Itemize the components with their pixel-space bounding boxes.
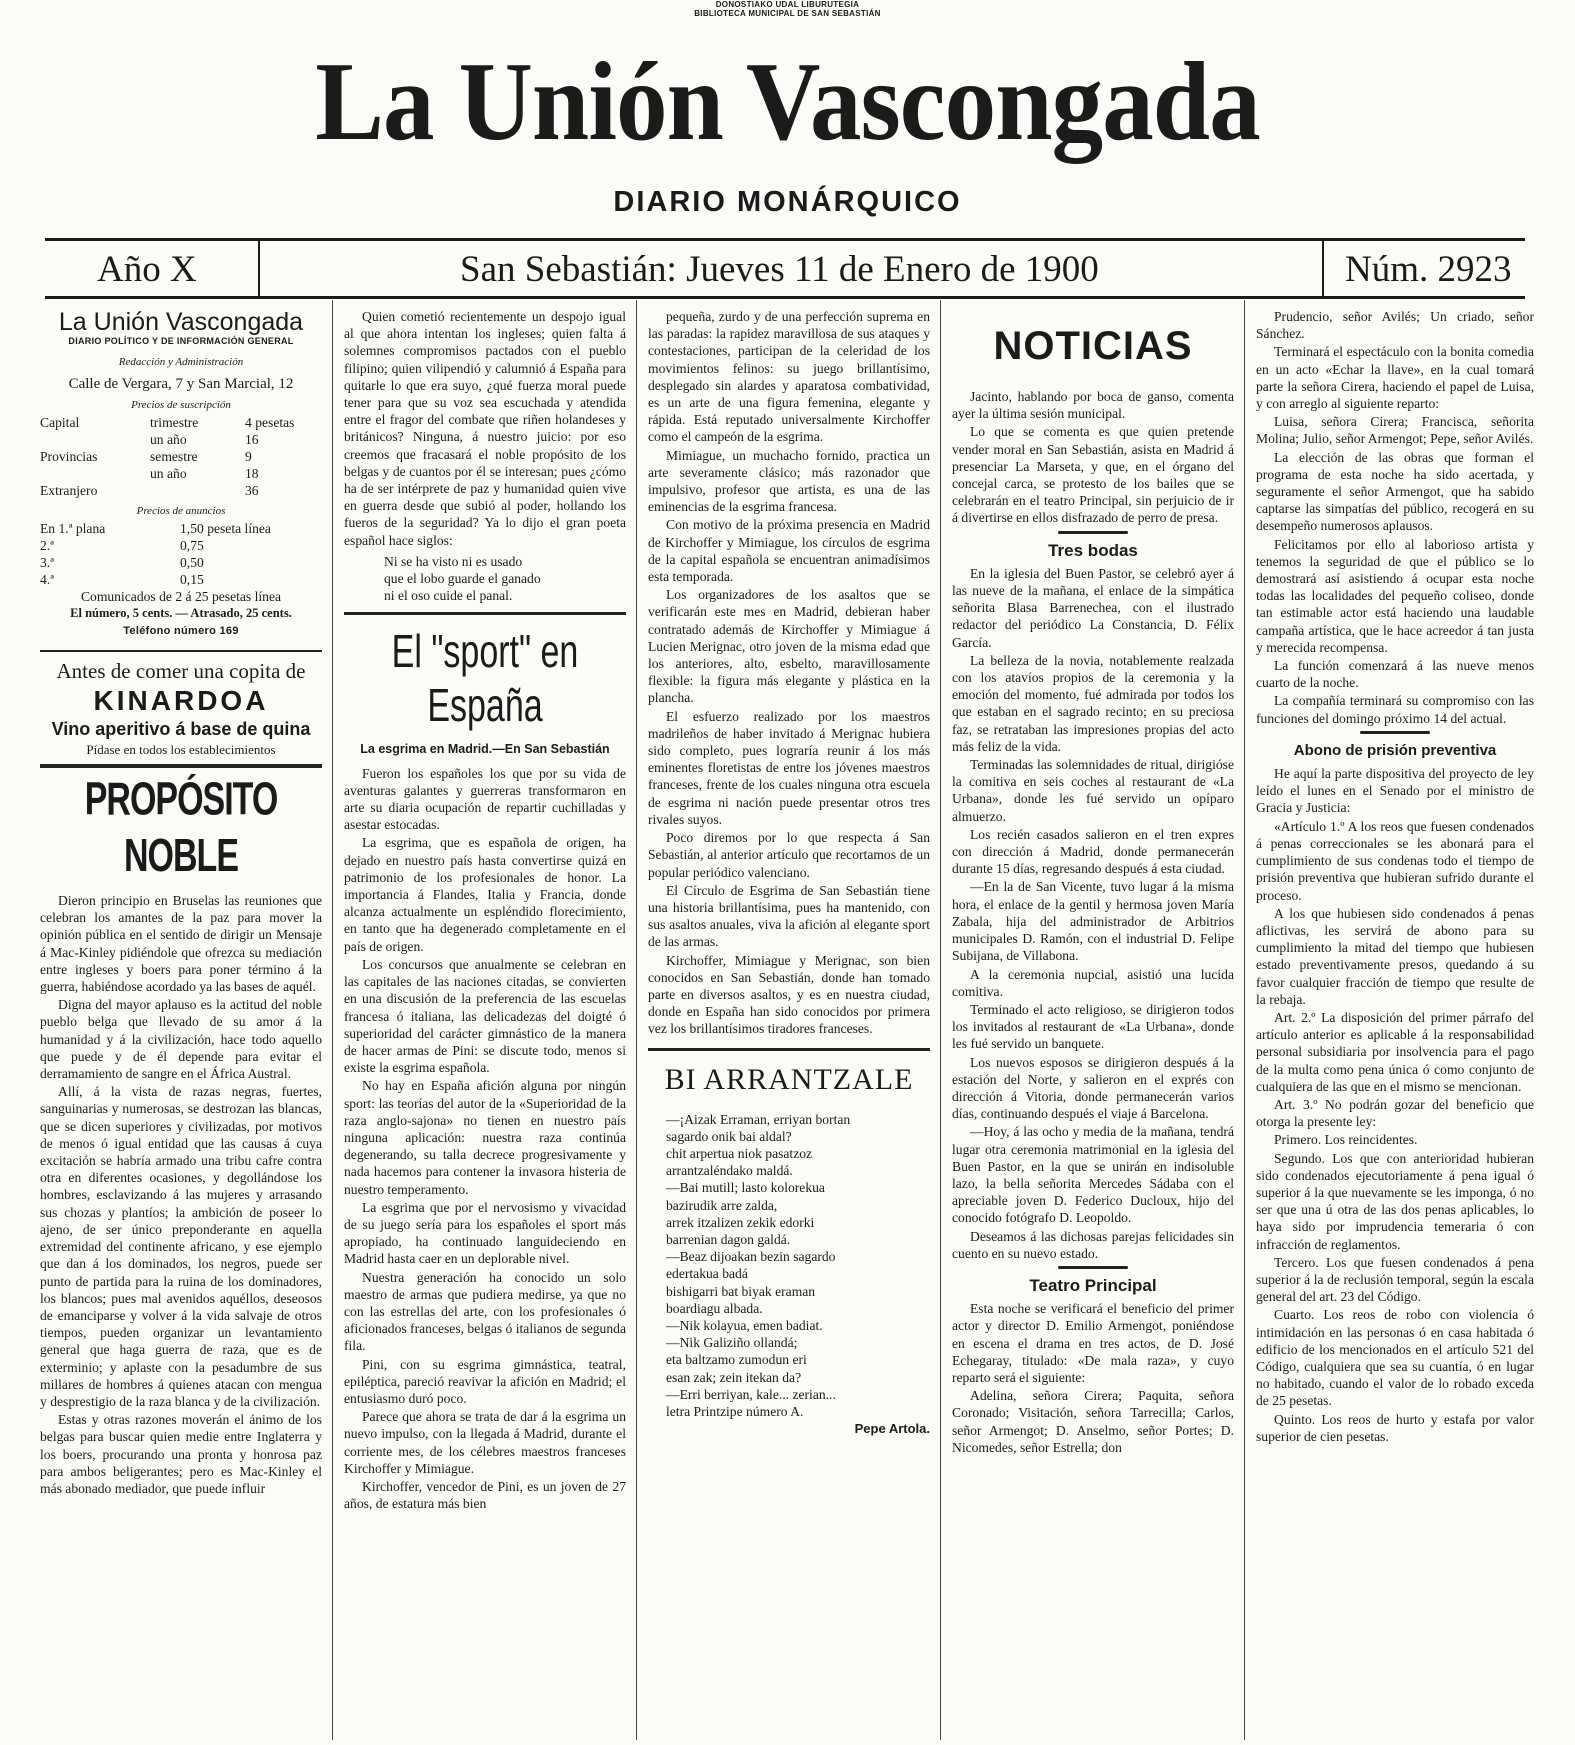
article-proposito-continued	[344, 308, 626, 549]
news-intro	[952, 388, 1234, 527]
headline-noticias: NOTICIAS	[993, 324, 1193, 368]
headline-proposito-noble: PROPÓSITO NOBLE	[84, 774, 278, 883]
article-proposito-noble	[40, 892, 322, 1497]
poem-line: —Bai mutill; lasto kolorekua	[666, 1180, 825, 1196]
article-paragraph: Terminado el acto religioso, se dirigieron todos los invitados al restaurant de «La Urbana», donde les fué servido un banquete.	[952, 1001, 1234, 1052]
subscription-term	[150, 482, 245, 499]
top-rule	[45, 238, 1525, 241]
article-paragraph: Quien cometió recientemente un despojo igual al que ahora intentan los ingleses; quien falta á solemnes compromisos pactados con el pueblo filipino; quien vilipendió y calumnió á España para quitarle lo que era suyo, ¿qué fuerza moral puede tener para que su voz sea escuchada y atendida entre el fragor del combate que riñen holandeses y británicos? Ninguna, á nuestro juicio: por eso creemos que fracasará el noble propósito de los belgas y de cuantos por él se interesan; pues ¿cómo ha de ser intérprete de paz y humanidad quien vive en guerra desde que subió al poder, hollando los fueros de la seguridad? Ya lo dijo el gran poeta español hace siglos:	[344, 309, 626, 548]
poem-signature: Pepe Artola.	[854, 1421, 930, 1437]
info-box-title: La Unión Vascongada	[58, 308, 304, 336]
telephone: Teléfono número 169	[123, 624, 239, 637]
poem-line: chit arpertua niok pasatzoz	[666, 1145, 813, 1161]
poem-bi-arrantzale	[648, 1111, 930, 1421]
subscription-price: 18	[245, 466, 259, 482]
ad-rate-price: 0,15	[180, 572, 204, 588]
subscription-place	[40, 465, 150, 482]
article-paragraph: Cuarto. Los reos de robo con violencia ó intimidación en las personas ó en casa habitada ó edificio de los mencionados en el artículo 521 del Código, cualquiera que sea su cuantía, ó en lugar no habitado, cuando el valor de lo robado exceda de 25 pesetas.	[1256, 1307, 1534, 1409]
subscription-row	[40, 431, 322, 448]
bottom-rule	[45, 296, 1525, 299]
article-paragraph: Segundo. Los que con anterioridad hubieran sido condenados ejecutoriamente á pena igual ó superior á la que nuevamente se les imponga, ó no ser que una ú otra de las dos penas aplicables, lo haya sido por imprudencia temeraria ó con infracción de reglamentos.	[1256, 1150, 1534, 1252]
dateline	[45, 246, 1525, 294]
article-sport-continued	[648, 308, 930, 1038]
divider	[40, 650, 322, 652]
article-paragraph: Deseamos á las dichosas parejas felicidades sin cuento en su nuevo estado.	[952, 1228, 1234, 1261]
headline-bi-arrantzale: BI ARRANTZALE	[664, 1062, 914, 1096]
article-paragraph: El Círculo de Esgrima de San Sebastián tiene una historia brillantísima, pues ha mantenido, con sus asaltos anuales, viva la afición al elegante sport de las armas.	[648, 882, 930, 950]
ads-table	[40, 520, 322, 588]
ad-rate-row	[40, 571, 322, 588]
issue-date: San Sebastián: Jueves 11 de Enero de 1900	[460, 249, 1099, 290]
column-rule-1	[332, 300, 333, 1740]
article-tres-bodas	[952, 565, 1234, 1262]
article-paragraph: Adelina, señora Cirera; Paquita, señora Coronado; Visitación, señora Tarrecilla; Carlos, señor Armengot; D. Anselmo, señor Portes; D. Nicomedes, señor Estrella; don	[952, 1388, 1234, 1455]
subscription-table	[40, 414, 322, 499]
ad-line3: Pídase en todos los establecimientos	[86, 741, 276, 757]
poem-line: eta baltzamo zumodun eri	[666, 1352, 807, 1368]
poem-line: sagardo onik bai aldal?	[666, 1128, 792, 1144]
article-paragraph: Art. 3.º No podrán gozar del beneficio que otorga la presente ley:	[1256, 1096, 1534, 1130]
article-paragraph: —Hoy, á las ocho y media de la mañana, tendrá lugar otra ceremonia matrimonial en la iglesia del Buen Pastor, en la que se unirán en indisoluble lazo, la bella señorita Mercedes Sádaba con el apreciable joven D. Federico Ducloux, hijo del conocido fotógrafo D. Leopoldo.	[952, 1124, 1234, 1226]
year-label: Año X	[97, 249, 197, 290]
article-paragraph: Con motivo de la próxima presencia en Madrid de Kirchoffer y Mimiague, los círculos de esgrima de la capital española se encuentran animadísimos esta temporada.	[648, 517, 930, 585]
info-box	[40, 308, 322, 640]
ad-rate-page: 3.ª	[40, 555, 54, 571]
subhead-esgrima: La esgrima en Madrid.—En San Sebastián	[360, 742, 610, 757]
article-paragraph: El esfuerzo realizado por los maestros madrileños de haber invitado á Merignac hubiera sido completo, pues lograría reunir á los más eminentes floretistas de entre los jóvenes maestros franceses, frente de los cuales ninguna otra escuela de esgrima ni nación puede presentar otros tres rivales suyos.	[648, 708, 930, 827]
article-paragraph: Felicitamos por ello al laborioso artista y tenemos la seguridad de que el público se lo demostrará así asistiendo á ocupar esta noche todas las localidades del pequeño coliseo, donde tan estimable actor está haciendo una laudable campaña artística, que le hace acreedor á tan justa y merecida recompensa.	[1256, 536, 1534, 655]
subscription-place	[40, 431, 150, 448]
column-4	[952, 308, 1234, 1738]
verse-quote	[344, 553, 626, 605]
article-paragraph: Tercero. Los que fuesen condenados á pena superior á la de reclusión temporal, según la escala general del art. 23 del Código.	[1256, 1254, 1534, 1305]
article-paragraph: Los organizadores de los asaltos que se verificarán este mes en Madrid, debieran haber contratado además de Kirchoffer y Mimiague á Lucien Merignac, otro joven de la misma edad que los anteriores, alto, esbelto, maravillosamente flexible: la figura más elegante y plástica en la plancha.	[648, 587, 930, 706]
verse-line: que el lobo guarde el ganado	[384, 571, 541, 587]
library-stamp-line1: DONOSTIAKO UDAL LIBURUTEGIA	[715, 0, 860, 9]
article-paragraph: Estas y otras razones moverán el ánimo de los belgas para buscar quien medie entre Inglaterra y los boers, procurando una pronta y honrosa paz para ambos beligerantes; pero es Mac-Kinley el más abonado mediador, que puede influir	[40, 1412, 322, 1496]
article-paragraph: —En la de San Vicente, tuvo lugar á la misma hora, el enlace de la gentil y hermosa joven María Zabala, hija del administrador de Arbitrios municipales D. Ramón, con el industrial D. Felipe Subijana, de Villabona.	[952, 879, 1234, 964]
article-paragraph: La belleza de la novia, notablemente realzada con los atavíos propios de la ceremonia y la emoción del momento, fué admirada por todos los que estaban en el sagrado recinto; en su preciosa faz, se retrataban las impresiones propias del acto más feliz de la vida.	[952, 652, 1234, 754]
verse-line: Ni se ha visto ni es usado	[384, 553, 523, 569]
article-paragraph: Quinto. Los reos de hurto y estafa por valor superior de cien pesetas.	[1256, 1411, 1534, 1444]
library-stamp-line2: BIBLIOTECA MUNICIPAL DE SAN SEBASTIÁN	[694, 9, 881, 18]
poem-line: boardiagu albada.	[666, 1300, 763, 1316]
poem-line: —Erri berriyan, kale... zerian...	[666, 1386, 836, 1402]
article-paragraph: Parece que ahora se trata de dar á la esgrima un nuevo impulso, con la llegada á Madrid, durante el corriente mes, de los célebres maestros franceses Kirchoffer y Mimiague.	[344, 1409, 626, 1476]
subscription-term: un año	[150, 466, 187, 482]
poem-line: arrantzaléndako maldá.	[666, 1163, 793, 1179]
divider	[1058, 1266, 1128, 1269]
article-paragraph: Pini, con su esgrima gimnástica, teatral, epiléptica, pareció reavivar la afición en Madrid; el entusiasmo duró poco.	[344, 1356, 626, 1406]
subscription-term: un año	[150, 432, 187, 448]
article-paragraph: No hay en España afición alguna por ningún sport: las teorías del autor de la «Superioridad de la raza anglo-sajona» no tienen en nuestro país ninguna aplicación: nuestra raza continúa degenerando, su talla decrece progresivamente y nada hacemos para contener la invasora histeria de nuestro temperamento.	[344, 1078, 626, 1197]
article-paragraph: La función comenzará á las nueve menos cuarto de la noche.	[1256, 658, 1534, 691]
article-paragraph: Los nuevos esposos se dirigieron después á la estación del Norte, y salieron en el exprés con dirección á Vitoria, donde permanecerán varios días, continuando después el viaje á Barcelona.	[952, 1054, 1234, 1122]
section-tres-bodas: Tres bodas	[1048, 540, 1138, 560]
article-paragraph: Los concursos que anualmente se celebran en las capitales de las naciones citadas, se convierten en una discusión de la preferencia de las escuelas francesa ó italiana, las delicadezas del doigté ó superioridad del carácter gimnástico de la manera de hacer armas de Pini: se discute todo, menos si existe la esgrima española.	[344, 956, 626, 1076]
ad-rate-price: 0,50	[180, 555, 204, 571]
article-sport-espana	[344, 765, 626, 1513]
article-paragraph: Kirchoffer, vencedor de Pini, es un joven de 27 años, de estatura más bien	[344, 1478, 626, 1512]
divider	[1360, 731, 1430, 734]
article-paragraph: Terminará el espectáculo con la bonita comedia en un acto «Echar la llave», en la cual tomará parte la señora Cirera, haciendo el papel de Luisa, y con arreglo al siguiente reparto:	[1256, 344, 1534, 412]
article-paragraph: Prudencio, señor Avilés; Un criado, señor Sánchez.	[1256, 309, 1534, 342]
subscription-price: 16	[245, 432, 259, 448]
article-paragraph: Kirchoffer, Mimiague y Merignac, son bien conocidos en San Sebastián, donde han tomado parte en diversos asaltos, y es en nuestra ciudad, donde en España han sido conocidos por primera vez los brillantísimos tiradores franceses.	[648, 952, 930, 1037]
article-paragraph: Allí, á la vista de razas negras, fuertes, sanguinarias y numerosas, se destrozan las blancas, que se dicen superiores y civilizadas, por motivos de menos ó igual entidad que las causas á cuya excitación se habría armado una tribu cafre contra otra en diferentes ocasiones, y degollándose los hombres, esclavizando á las mujeres y arrasando sus chozas y plantíos; la ambición de poseer lo ajeno, de ser único preponderante en aquella extremidad del continente africano, y ese ejemplo que dan á los dominados, los negros, puede ser punto de partida para la ruina de los dominadores, los blancos; pues mal avenidos aquéllos, deseosos de emanciparse y volver á la vida salvaje de otros tiempos, pueden organizar un levantamiento general que haga guerra de raza, que es de exterminio; y aplaste con la pesadumbre de sus millares de hombres á quienes atacan con mengua y desprestigio de la raza blanca y de la civilización.	[40, 1084, 322, 1409]
subscription-row	[40, 465, 322, 482]
article-paragraph: Fueron los españoles los que por su vida de aventuras galantes y guerreras transformaron en arte su diaria ocupación de repartir cuchilladas y asestar estocadas.	[344, 765, 626, 833]
poem-line: —Nik Galiziño ollandá;	[666, 1335, 798, 1351]
column-2	[344, 308, 626, 1738]
ad-rate-price: 1,50 peseta línea	[180, 521, 271, 537]
divider	[1058, 531, 1128, 534]
article-paragraph: Terminadas las solemnidades de ritual, dirigióse la comitiva en seis coches al restaurant de «La Urbana», donde les fué servido un opíparo almuerzo.	[952, 757, 1234, 824]
article-paragraph: Digna del mayor aplauso es la actitud del noble pueblo belga que llevado de su amor á la humanidad y á la civilización, hace todo aquello que puede y de él depende para evitar el derramamiento de sangre en el África Austral.	[40, 997, 322, 1082]
headline-sport-espana: El "sport" en España	[391, 626, 579, 733]
section-teatro-principal: Teatro Principal	[1029, 1275, 1157, 1295]
article-paragraph: La compañía terminará su compromiso con las funciones del domingo próximo 14 del actual.	[1256, 693, 1534, 726]
poem-line: barrenian dagon galdá.	[666, 1231, 791, 1247]
column-rule-4	[1244, 300, 1245, 1740]
ad-rate-page: 4.ª	[40, 572, 54, 588]
library-stamp	[0, 0, 1575, 18]
kinardoa-ad	[40, 658, 322, 758]
article-paragraph: La elección de las obras que forman el programa de esta noche ha sido acertada, y seguramente el señor Armengot, que ha sabido captarse las simpatías del público, recogerá en su desempeño numerosos aplausos.	[1256, 449, 1534, 534]
ad-rate-row	[40, 520, 322, 537]
article-paragraph: pequeña, zurdo y de una perfección suprema en las paradas: la rapidez maravillosa de sus ataques y contestaciones, participan de la celeridad de los movimientos felinos: su juego brillantísimo, desplegado sin alardes y aparatosa combatividad, es un arte de una figura femenina, elegante y rápida. Está reputado universalmente Kirchoffer como el campeón de la esgrima.	[648, 309, 930, 445]
poem-line: arrek itzalizen zekik edorki	[666, 1214, 815, 1230]
ad-rate-price: 0,75	[180, 538, 204, 554]
article-paragraph: La esgrima que por el nervosismo y vivacidad de su juego sería para los españoles el sport más apropiado, ha continuado languideciendo en Madrid hasta caer en un deplorable nivel.	[344, 1199, 626, 1267]
article-paragraph: Mimiague, un muchacho fornido, practica un arte severamente clásico; más razonador que impulsivo, profesor que artista, es una de las eminencias de la esgrima francesa.	[648, 447, 930, 515]
article-teatro-principal	[952, 1300, 1234, 1456]
subscription-price: 9	[245, 449, 252, 465]
column-rule-2	[636, 300, 637, 1740]
article-paragraph: «Artículo 1.º A los reos que fuesen condenados á penas correccionales se les abonará para el cumplimiento de sus condenas todo el tiempo de prisión preventiva que hubieran sufrido durante el proceso.	[1256, 818, 1534, 903]
column-1	[40, 308, 322, 1738]
verse-line: ni el oso cuide el panal.	[384, 588, 513, 604]
subscription-row	[40, 448, 322, 465]
issue-number: Núm. 2923	[1345, 249, 1512, 290]
ad-line1: Antes de comer una copita de	[56, 658, 306, 683]
ad-rate-row	[40, 554, 322, 571]
article-paragraph: Luisa, señora Cirera; Francisca, señorita Molina; Julio, señor Armengot; Pepe, señor Avilés.	[1256, 414, 1534, 447]
poem-line: —Beaz dijoakan bezin sagardo	[666, 1249, 836, 1265]
article-paragraph: La esgrima, que es española de origen, ha dejado en nuestro país hasta convertirse quizá en patrimonio de los profesionales de honor. La importancia á Flandes, Italia y Francia, donde alcanza actualmente un espléndido florecimiento, en tanto que ha degenerado completamente en el país de origen.	[344, 835, 626, 954]
subscription-row	[40, 414, 322, 431]
article-paragraph: Jacinto, hablando por boca de ganso, comenta ayer la última sesión municipal.	[952, 389, 1234, 422]
article-paragraph: Los recién casados salieron en el tren expres con dirección á Madrid, donde permanecerán durante 15 días, regresando después á esta ciudad.	[952, 826, 1234, 877]
poem-line: —¡Aizak Erraman, erriyan bortan	[666, 1111, 851, 1127]
ad-brand: KINARDOA	[93, 684, 269, 716]
article-paragraph: Dieron principio en Bruselas las reuniones que celebran los amantes de la paz para mover la opinión pública en el sentido de dirigir un Mensaje á Mac-Kinley pidiéndole que ofrezca su mediación entre ingleses y boers para poner término á la guerra, habiéndose acordado ya las bases de aquél.	[40, 893, 322, 995]
ad-rate-page: 2.ª	[40, 538, 54, 554]
divider	[648, 1048, 930, 1051]
subscription-term: semestre	[150, 449, 198, 465]
article-paragraph: He aquí la parte dispositiva del proyecto de ley leído el lunes en el Senado por el ministro de Gracia y Justicia:	[1256, 766, 1534, 816]
office-address: Calle de Vergara, 7 y San Marcial, 12	[68, 375, 294, 392]
article-paragraph: A los que hubiesen sido condenados á penas aflictivas, les servirá de abono para su cumplimiento la mitad del tiempo que hubiesen estado preventivamente presos, quedando á su favor cualquier fracción de tiempo que resulte de la rebaja.	[1256, 905, 1534, 1007]
poem-line: edertakua badá	[666, 1266, 748, 1282]
subscription-place: Provincias	[40, 449, 98, 465]
poem-line: esan zak; zein itekan da?	[666, 1369, 802, 1385]
office-label: Redacción y Administración	[118, 356, 244, 369]
subscription-place: Capital	[40, 415, 80, 431]
info-box-tagline: DIARIO POLÍTICO Y DE INFORMACIÓN GENERAL	[68, 336, 294, 347]
article-paragraph: Primero. Los reincidentes.	[1274, 1132, 1418, 1148]
article-paragraph: Poco diremos por lo que respecta á San Sebastián, al anterior artículo que recortamos de un popular periódico valenciano.	[648, 830, 930, 880]
ad-rate-page: En 1.ª plana	[40, 521, 106, 537]
article-paragraph: Esta noche se verificará el beneficio del primer actor y director D. Emilio Armengot, poniéndose en escena el drama en tres actos, de D. José Echegaray, titulado: «De mala raza», y cuyo reparto será el siguiente:	[952, 1301, 1234, 1385]
article-paragraph: Art. 2.º La disposición del primer párrafo del artículo anterior es aplicable á la responsabilidad personal subsidiaria por insolvencia para el pago de la multa como pena única ó como conjunto de cualquiera de las que en el mismo se mencionan.	[1256, 1009, 1534, 1094]
subscription-place: Extranjero	[40, 483, 98, 499]
column-5	[1256, 308, 1534, 1738]
poem-line: bishigarri bat biyak eraman	[666, 1283, 816, 1299]
poem-line: letra Printzipe número A.	[666, 1403, 804, 1419]
ad-line2: Vino aperitivo á base de quina	[51, 718, 311, 739]
issue-price: El número, 5 cents. — Atrasado, 25 cents.	[70, 606, 292, 621]
ads-label: Precios de anuncios	[136, 505, 226, 518]
article-abono-prision	[1256, 765, 1534, 1445]
poem-line: —Nik kolayua, emen badiat.	[666, 1317, 823, 1333]
newspaper-subtitle: DIARIO MONÁRQUICO	[613, 186, 962, 218]
column-3	[648, 308, 930, 1738]
subscription-label: Precios de suscripción	[131, 398, 231, 411]
subscription-price: 36	[245, 483, 259, 499]
section-abono-prision: Abono de prisión preventiva	[1293, 741, 1497, 759]
subscription-term: trimestre	[150, 415, 199, 431]
divider	[40, 764, 322, 768]
column-rule-3	[940, 300, 941, 1740]
article-paragraph: Lo que se comenta es que quien pretende vender moral en San Sebastián, asista en Madrid á presenciar La Marseta, y que, en el órgano del concejal carca, se protesto de los bailes que se celebrarán en el teatro Principal, sin perjuicio de ir á divertirse en ellos disfrazado de perro de presa.	[952, 424, 1234, 526]
article-teatro-continued	[1256, 308, 1534, 727]
subscription-price: 4 pesetas	[245, 415, 295, 431]
article-paragraph: En la iglesia del Buen Pastor, se celebró ayer á las nueve de la mañana, el enlace de la simpática señorita Blasa Barrenechea, con el ilustrado redactor del periódico La Constancia, D. Félix García.	[952, 565, 1234, 650]
comunicados: Comunicados de 2 á 25 pesetas línea	[80, 589, 282, 605]
newspaper-title: La Unión Vascongada	[315, 40, 1260, 164]
divider	[344, 612, 626, 615]
subscription-row	[40, 482, 322, 499]
article-paragraph: Nuestra generación ha conocido un solo maestro de armas que pudiera medirse, ya que no con las estrellas del arte, con los profesionales ó aficionados franceses, belgas ó italianos de segunda fila.	[344, 1269, 626, 1354]
article-paragraph: A la ceremonia nupcial, asistió una lucida comitiva.	[952, 966, 1234, 999]
ad-rate-row	[40, 537, 322, 554]
poem-line: bazirudik arre zalda,	[666, 1197, 778, 1213]
